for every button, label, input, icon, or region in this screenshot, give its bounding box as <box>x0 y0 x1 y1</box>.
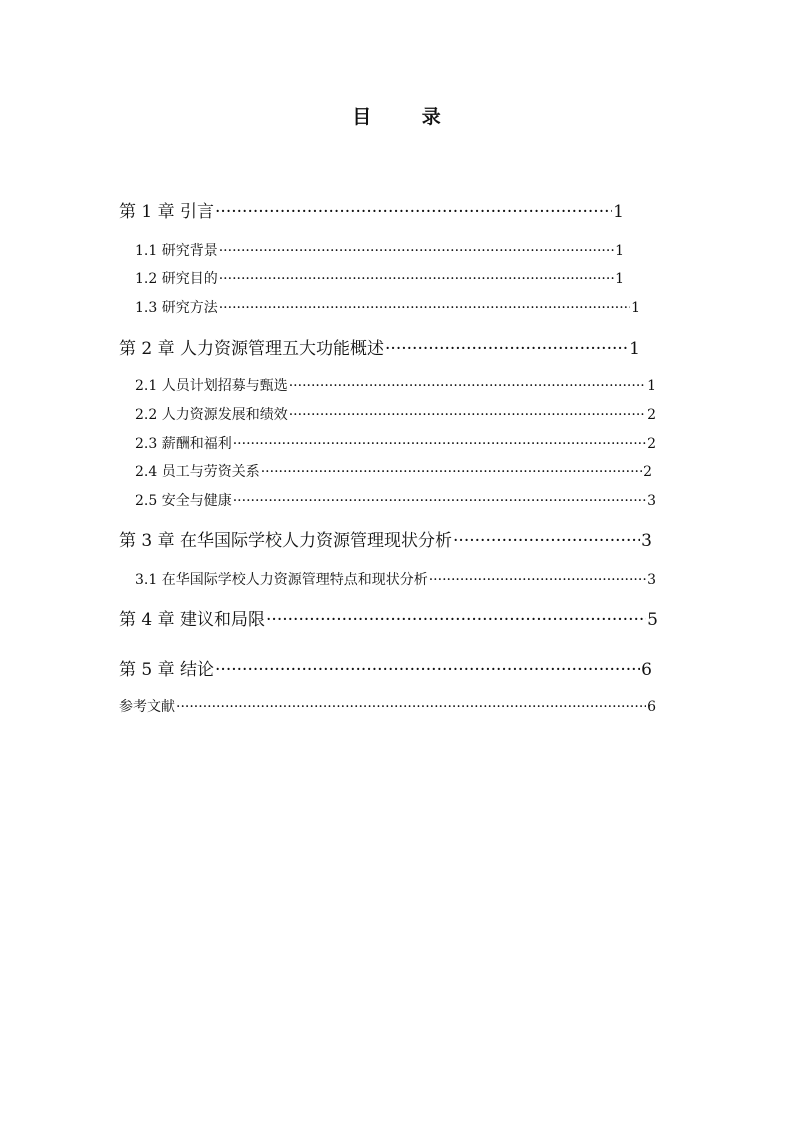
toc-page-number: 1 <box>647 378 656 394</box>
toc-entry-label: 2.5 安全与健康 <box>135 493 232 509</box>
toc-entry-label: 3.1 在华国际学校人力资源管理特点和现状分析 <box>135 572 428 588</box>
toc-entry-section-1-3 <box>135 298 640 318</box>
toc-entry-label: 1.3 研究方法 <box>135 300 218 316</box>
toc-entry-label: 第 1 章 引言 <box>119 202 215 222</box>
toc-entry-section-2-1 <box>135 376 656 396</box>
toc-page-number: 3 <box>647 572 656 588</box>
dot-leader <box>385 337 628 361</box>
toc-entry-label: 2.3 薪酬和福利 <box>135 436 232 452</box>
toc-entry-label: 2.4 员工与劳资关系 <box>135 464 260 480</box>
toc-page-number: 3 <box>647 493 656 509</box>
toc-page-number: 6 <box>641 660 652 680</box>
toc-entry-references <box>119 697 656 717</box>
dot-leader <box>429 570 646 590</box>
toc-entry-label: 参考文献 <box>119 699 175 715</box>
toc-page-number: 5 <box>647 610 658 630</box>
toc-entry-label: 2.1 人员计划招募与甄选 <box>135 378 288 394</box>
toc-entry-label: 1.2 研究目的 <box>135 271 218 287</box>
toc-entry-chapter-1 <box>119 200 624 224</box>
toc-page-number: 2 <box>647 436 656 452</box>
toc-page-number: 1 <box>613 202 624 222</box>
toc-entry-section-3-1 <box>135 570 656 590</box>
toc-entry-section-2-5 <box>135 491 656 511</box>
toc-page-number: 2 <box>647 407 656 423</box>
toc-entry-chapter-4 <box>119 608 658 632</box>
toc-entry-chapter-5 <box>119 658 652 682</box>
toc-page-number: 1 <box>615 271 624 287</box>
dot-leader <box>215 200 612 224</box>
toc-page-number: 2 <box>643 464 652 480</box>
toc-page-number: 3 <box>641 531 652 551</box>
toc-entry-label: 第 5 章 结论 <box>119 660 215 680</box>
toc-page-number: 1 <box>631 300 640 316</box>
dot-leader <box>215 658 640 682</box>
toc-entry-section-1-1 <box>135 241 624 261</box>
toc-entry-label: 第 3 章 在华国际学校人力资源管理现状分析 <box>119 531 453 551</box>
toc-entry-section-1-2 <box>135 269 624 289</box>
toc-title: 目 录 <box>352 106 463 128</box>
toc-page-number: 1 <box>615 243 624 259</box>
dot-leader <box>219 241 614 261</box>
toc-entry-label: 第 4 章 建议和局限 <box>119 610 266 630</box>
dot-leader <box>289 405 646 425</box>
toc-page-number: 1 <box>629 339 640 359</box>
dot-leader <box>233 491 646 511</box>
dot-leader <box>219 269 614 289</box>
toc-entry-label: 2.2 人力资源发展和绩效 <box>135 407 288 423</box>
dot-leader <box>219 298 630 318</box>
dot-leader <box>176 697 646 717</box>
toc-entry-chapter-2 <box>119 337 640 361</box>
dot-leader <box>289 376 646 396</box>
dot-leader <box>261 462 642 482</box>
toc-entry-section-2-2 <box>135 405 656 425</box>
dot-leader <box>266 608 646 632</box>
toc-page-number: 6 <box>647 699 656 715</box>
dot-leader <box>233 434 646 454</box>
toc-entry-chapter-3 <box>119 529 652 553</box>
toc-entry-section-2-4 <box>135 462 652 482</box>
toc-entry-label: 第 2 章 人力资源管理五大功能概述 <box>119 339 385 359</box>
dot-leader <box>453 529 640 553</box>
toc-entry-label: 1.1 研究背景 <box>135 243 218 259</box>
toc-entry-section-2-3 <box>135 434 656 454</box>
